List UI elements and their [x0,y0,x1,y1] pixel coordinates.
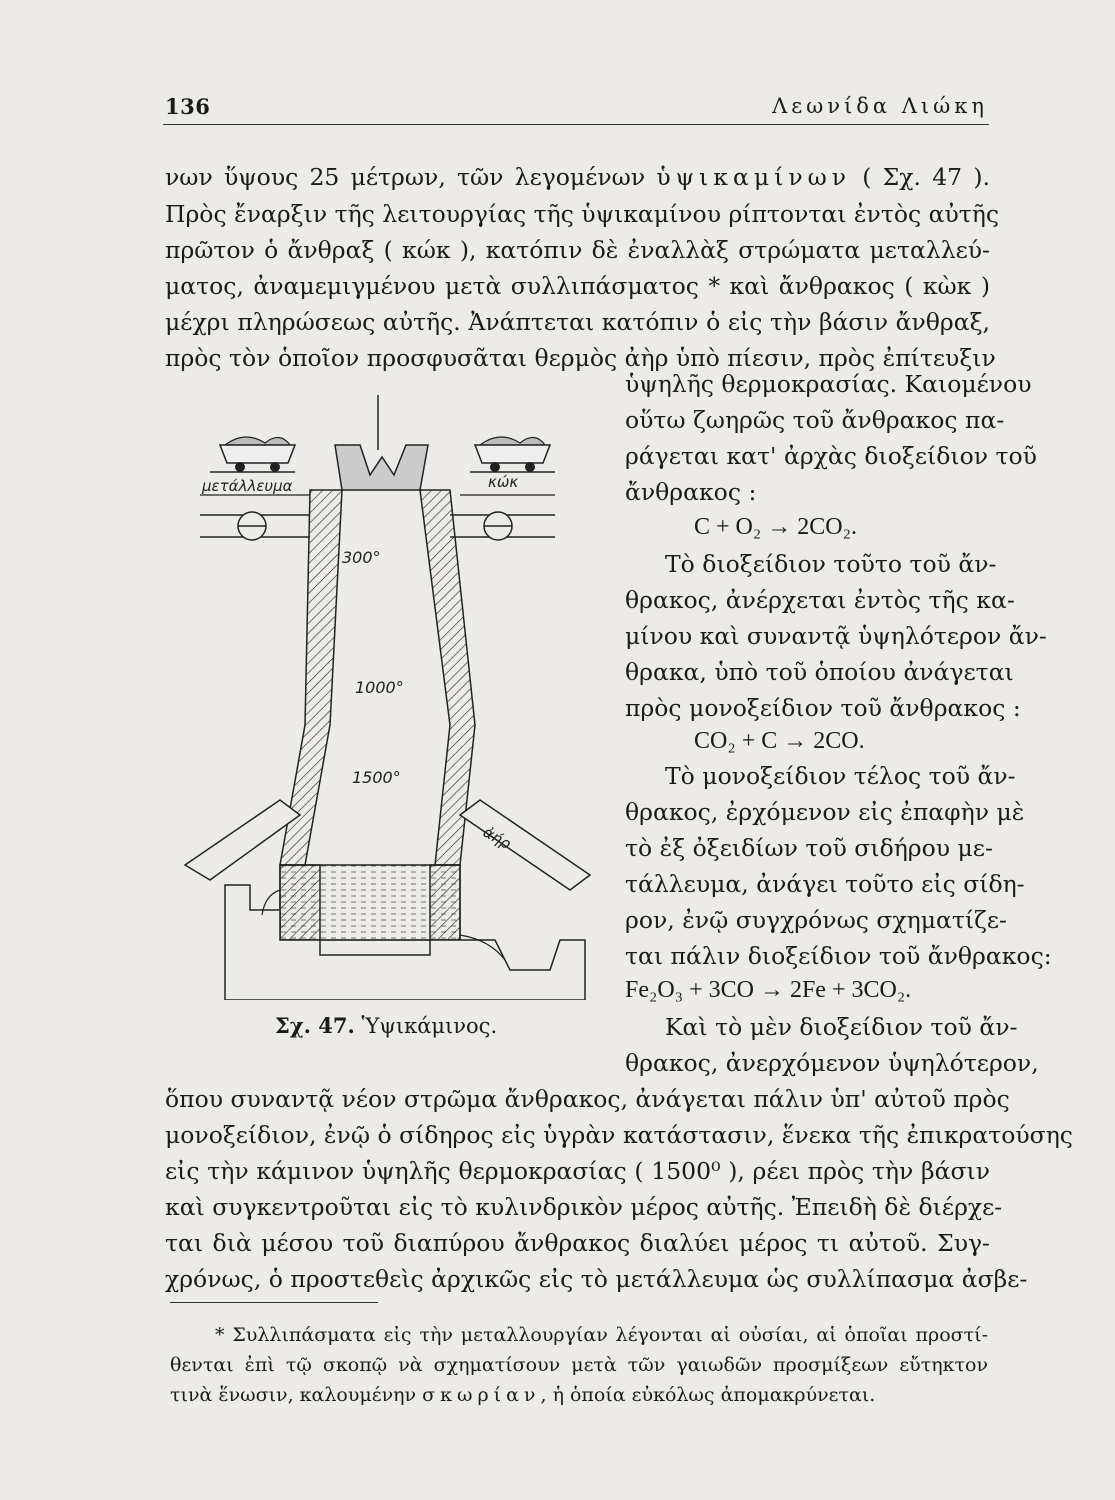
right-line-1: ὑψηλῆς θερμοκρασίας. Καιομένου [625,370,1032,398]
footnote-line-3c: , ἡ ὁποία εὐκόλως ἀπομακρύνεται. [540,1384,876,1406]
body-line-3: πρῶτον ὁ ἄνθραξ ( κώκ ), κατόπιν δὲ ἐναλλὰξ στρώματα μεταλλεύ- [165,236,990,264]
body-line-7: ὅπου συναντᾷ νέον στρῶμα ἄνθρακος, ἀνάγεται πάλιν ὑπ' αὐτοῦ πρὸς [165,1085,1010,1113]
footnote-line-1: * Συλλιπάσματα εἰς τὴν μεταλλουργίαν λέγονται αἱ οὐσίαι, αἱ ὁποῖαι προστί- [215,1324,988,1346]
right-line-11: θρακος, ἐρχόμενον εἰς ἐπαφὴν μὲ [625,798,1025,826]
right-line-5: Τὸ διοξείδιον τοῦτο τοῦ ἄν- [665,550,997,578]
term-skorian: σκωρίαν [422,1384,541,1406]
footnote-line-3a: τινὰ ἕνωσιν, καλουμένην [170,1384,417,1406]
coke-cart [470,437,555,472]
body-line-6: πρὸς τὸν ὁποῖον προσφυσᾶται θερμὸς ἀὴρ ὑπὸ πίεσιν, πρὸς ἐπίτευξιν [165,344,996,372]
right-line-9: πρὸς μονοξείδιον τοῦ ἄνθρακος : [625,694,1021,722]
body-line-1 [165,162,990,192]
right-line-7: μίνου καὶ συναντᾷ ὑψηλότερον ἄν- [625,622,1047,650]
label-metal: μετάλλευμα [202,477,293,495]
right-line-13: τάλλευμα, ἀνάγει τοῦτο εἰς σίδη- [625,870,1025,898]
body-line-5: μέχρι πληρώσεως αὐτῆς. Ἀνάπτεται κατόπιν ὁ εἰς τὴν βάσιν ἄνθραξ, [165,308,990,336]
blast-furnace-figure [170,395,630,1000]
right-gas-pipe [450,512,555,540]
body-line-10: καὶ συγκεντροῦται εἰς τὸ κυλινδρικὸν μέρος αὐτῆς. Ἐπειδὴ δὲ διέρχε- [165,1193,1003,1221]
right-line-2: οὕτω ζωηρῶς τοῦ ἄνθρακος πα- [625,406,1005,434]
footnote-line-2: θενται ἐπὶ τῷ σκοπῷ νὰ σχηματίσουν μετὰ τῶν γαιωδῶν προσμίξεων εὔτηκτον [170,1354,988,1376]
right-line-4: ἄνθρακος : [625,478,757,506]
header-rule [163,124,989,125]
body-line-2: Πρὸς ἔναρξιν τῆς λειτουργίας τῆς ὑψικαμίνου ρίπτονται ἐντὸς αὐτῆς [165,200,999,228]
right-line-6: θρακος, ἀνέρχεται ἐντὸς τῆς κα- [625,586,1015,614]
right-line-10: Τὸ μονοξείδιον τέλος τοῦ ἄν- [665,762,1016,790]
body-line-8: μονοξείδιον, ἐνῷ ὁ σίδηρος εἰς ὑγρὰν κατάστασιν, ἕνεκα τῆς ἐπικρατούσης [165,1121,1073,1149]
equation-1: C + O₂ → 2CO₂. [694,514,857,540]
ore-cart [210,437,295,472]
body-line-11: ται διὰ μέσου τοῦ διαπύρου ἄνθρακος διαλύει μέρος τι αὐτοῦ. Συγ- [165,1229,990,1257]
figure-caption [275,1013,497,1038]
right-wall [420,490,475,865]
charge-hopper [335,445,428,490]
right-line-3: ράγεται κατ' ἀρχὰς διοξείδιον τοῦ [625,442,1037,470]
caption-number: Σχ. 47. [275,1013,355,1038]
page-number: 136 [165,94,211,119]
equation-2: CO₂ + C → 2CO. [694,728,865,754]
label-coke: κώκ [488,473,519,491]
right-tuyere [460,800,590,890]
right-line-8: θρακα, ὑπὸ τοῦ ὁποίου ἀνάγεται [625,658,1014,686]
equation-3: Fe₂O₃ + 3CO → 2Fe + 3CO₂. [625,977,912,1003]
body-line-12: χρόνως, ὁ προστεθεὶς ἀρχικῶς εἰς τὸ μετάλλευμα ὡς συλλίπασμα ἀσβε- [165,1265,1028,1293]
right-line-16: Καὶ τὸ μὲν διοξείδιον τοῦ ἄν- [665,1013,1018,1041]
body-line-4: ματος, ἀναμεμιγμένου μετὰ συλλιπάσματος * καὶ ἄνθρακος ( κὼκ ) [165,272,990,300]
label-air: ἀήρ [480,822,515,853]
label-temp-300: 300° [342,548,381,567]
term-ypsikaminon: ὑψικαμίνων [656,163,852,191]
right-line-12: τὸ ἐξ ὀξειδίων τοῦ σιδήρου με- [625,834,993,862]
footnote-rule [170,1302,378,1303]
body-line-1a: νων ὕψους 25 μέτρων, τῶν λεγομένων [165,163,646,191]
footnote-line-3 [170,1383,875,1407]
label-temp-1000: 1000° [355,678,404,697]
caption-title: Ὑψικάμινος. [361,1014,498,1038]
right-line-14: ρον, ἐνῷ συγχρόνως σχηματίζε- [625,906,1007,934]
label-temp-1500: 1500° [352,768,401,787]
running-header-author: Λεωνίδα Λιώκη [772,94,988,118]
body-line-1c: ( Σχ. 47 ). [862,163,990,191]
right-line-17: θρακος, ἀνερχόμενον ὑψηλότερον, [625,1049,1039,1077]
left-gas-pipe [200,512,310,540]
right-line-15: ται πάλιν διοξείδιον τοῦ ἄνθρακος: [625,942,1052,970]
body-line-9: εἰς τὴν κάμινον ὑψηλῆς θερμοκρασίας ( 1500⁰ ), ρέει πρὸς τὴν βάσιν [165,1157,990,1185]
